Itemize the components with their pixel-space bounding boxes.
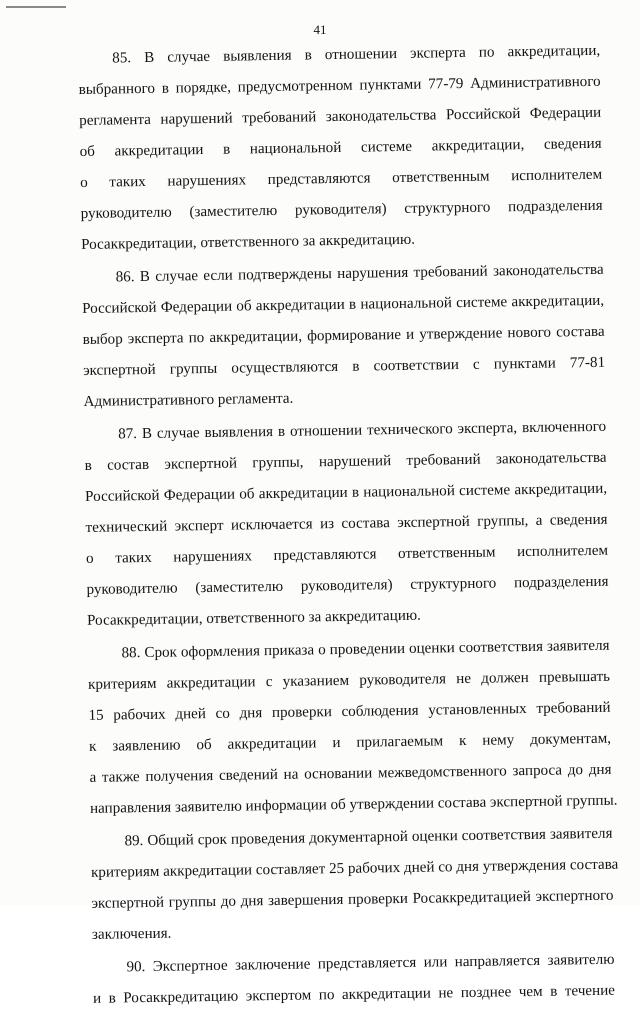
text-line: 88. Срок оформления приказа о проведении оценки соответствия заявителя [121, 637, 610, 662]
text-line: экспертной группы осуществляются в соответствии с пунктами 77-81 [83, 354, 606, 379]
text-line: регламента нарушений требований законодательства Российской Федерации [79, 104, 602, 129]
text-line: Росаккредитации, ответственного за аккредитацию. [81, 231, 416, 253]
text-line: 86. В случае если подтверждены нарушения требований законодательства [115, 261, 604, 286]
paragraph-86 [81, 255, 605, 418]
text-line: выбранного в порядке, предусмотренном пунктами 77-79 Административного [78, 73, 601, 98]
text-line: руководителю (заместителю руководителя) структурного подразделения [86, 573, 609, 598]
paragraph-90 [92, 945, 615, 1015]
text-line: заключения. [91, 925, 172, 943]
text-line: критериям аккредитации с указанием руководителя не должен превышать [87, 668, 611, 693]
text-line: технический эксперт исключается из состава экспертной группы, а сведения [85, 511, 608, 536]
text-line: а также получения сведений на основании межведомственного запроса до дня [89, 761, 612, 786]
paragraph-87 [84, 412, 609, 637]
paragraph-85 [78, 36, 603, 261]
text-line: Росаккредитации, ответственного за аккредитацию. [86, 607, 422, 629]
text-line: и в Росаккредитацию экспертом по аккредитации не позднее чем в течение [92, 982, 616, 1007]
text-line: Административного регламента. [83, 390, 294, 410]
text-line: 90. Экспертное заключение представляется или направляется заявителю [126, 951, 615, 976]
text-line: о таких нарушениях представляются ответственным исполнителем [85, 542, 609, 567]
document-body [78, 36, 619, 1015]
text-line: об аккредитации в национальной системе аккредитации, сведения [79, 135, 602, 160]
text-line: о таких нарушениях представляются ответственным исполнителем [80, 166, 603, 191]
text-line: экспертной группы до дня завершения проверки Росаккредитацией экспертного [91, 887, 614, 912]
paragraph-89 [90, 819, 619, 951]
text-line: руководителю (заместителю руководителя) структурного подразделения [80, 197, 603, 222]
text-line: 87. В случае выявления в отношении технического эксперта, включенного [118, 418, 607, 443]
text-line: 89. Общий срок проведения документарной оценки соответствия заявителя [124, 825, 613, 850]
scan-edge-mark [6, 6, 66, 8]
text-line: Российской Федерации об аккредитации в национальной системе аккредитации, [84, 480, 608, 505]
page-number: 41 [313, 22, 327, 37]
paragraph-88 [87, 631, 618, 825]
text-line: к заявлению об аккредитации и прилагаемым к нему документам, [88, 730, 612, 755]
text-line: выбор эксперта по аккредитации, формирование и утверждение нового состава [82, 323, 605, 348]
text-line: критериям аккредитации составляет 25 рабочих дней со дня утверждения состава [90, 856, 619, 881]
text-line: Российской Федерации об аккредитации в национальной системе аккредитации, [82, 292, 605, 317]
text-line: в состав экспертной группы, нарушений требований законодательства [84, 449, 607, 474]
text-line: 85. В случае выявления в отношении эксперта по аккредитации, [112, 42, 601, 67]
text-line: 15 рабочих дней со дня проверки соблюдения установленных требований [88, 699, 611, 724]
text-line: направления заявителю информации об утверждении состава экспертной группы. [89, 792, 618, 817]
